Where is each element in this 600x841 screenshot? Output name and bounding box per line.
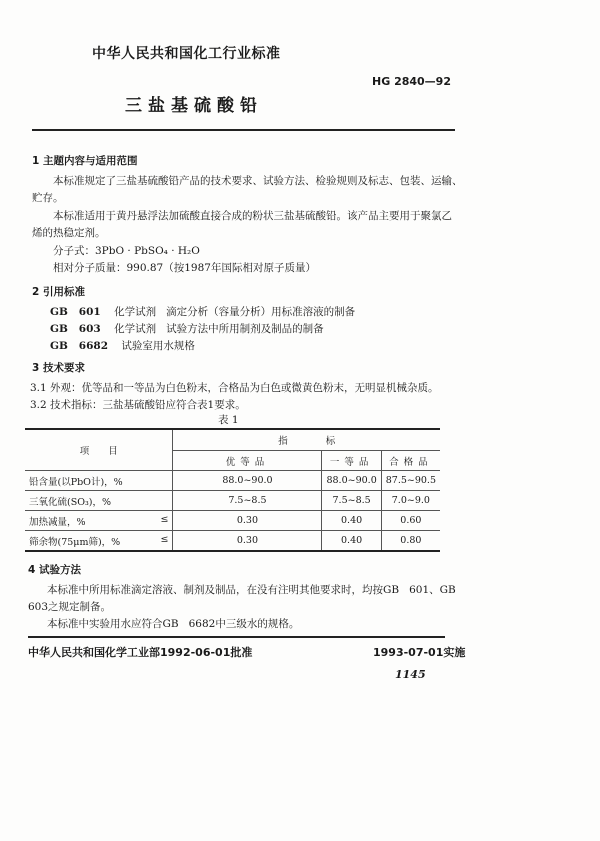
approval-line: 中华人民共和国化学工业部1992-06-01批准	[28, 646, 253, 659]
cell-value: 7.0~9.0	[381, 491, 440, 511]
table-row	[25, 511, 440, 531]
cell-value: 0.30	[173, 511, 322, 531]
table-caption: 表 1	[218, 414, 239, 426]
specification-table	[25, 428, 440, 552]
effective-date: 1993-07-01实施	[373, 646, 466, 659]
table-header-row	[25, 429, 440, 451]
table-row	[25, 471, 440, 491]
standard-number: HG 2840—92	[372, 75, 451, 88]
row-item-label: 加热减量，%	[29, 516, 86, 528]
cell-value: 7.5~8.5	[173, 491, 322, 511]
row-item	[25, 531, 173, 552]
table-row	[25, 491, 440, 511]
cell-value: 0.40	[322, 511, 381, 531]
document-title: 三盐基硫酸铅	[125, 96, 263, 116]
section-1-para2-line1: 本标准适用于黄丹悬浮法加硫酸直接合成的粉状三盐基硫酸铅。该产品主要用于聚氯乙	[53, 210, 452, 222]
row-item-label: 三氧化硫(SO₃)，%	[29, 496, 112, 508]
section-3-heading: 3 技术要求	[32, 362, 85, 374]
header-item: 项 目	[25, 429, 173, 471]
section-4-para2: 本标准中实验用水应符合GB 6682中三级水的规格。	[47, 618, 300, 630]
section-2-heading: 2 引用标准	[32, 286, 85, 298]
footer-rule	[28, 636, 445, 638]
section-4-para1-line2: 603之规定制备。	[28, 601, 112, 613]
molecular-formula: 分子式：3PbO · PbSO₄ · H₂O	[53, 245, 200, 257]
cell-value: 87.5~90.5	[381, 471, 440, 491]
reference-code: GB 6682	[50, 340, 109, 352]
molar-mass: 相对分子质量：990.87（按1987年国际相对原子质量）	[53, 262, 316, 274]
row-item	[25, 471, 173, 491]
row-comparator: ≤	[160, 533, 169, 545]
reference-code: GB 603	[50, 323, 101, 335]
header-grade-premium: 优等品	[173, 451, 322, 471]
header-rule	[32, 129, 455, 131]
section-4-para1-line1: 本标准中所用标准滴定溶液、制剂及制品，在没有注明其他要求时，均按GB 601、GB	[47, 584, 456, 596]
header-indicator-group: 指 标	[173, 429, 440, 451]
issuer-heading: 中华人民共和国化工行业标准	[92, 46, 281, 62]
row-comparator: ≤	[160, 513, 169, 525]
page-number: 1145	[395, 668, 426, 681]
cell-value: 88.0~90.0	[173, 471, 322, 491]
header-grade-qualified: 合格品	[381, 451, 440, 471]
requirement-3-1: 3.1 外观：优等品和一等品为白色粉末，合格品为白色或微黄色粉末，无明显机械杂质。	[30, 382, 439, 394]
section-1-heading: 1 主题内容与适用范围	[32, 155, 138, 167]
cell-value: 0.80	[381, 531, 440, 552]
row-item	[25, 491, 173, 511]
reference-item	[50, 338, 195, 353]
section-4-heading: 4 试验方法	[28, 564, 81, 576]
section-1-para1-line1: 本标准规定了三盐基硫酸铅产品的技术要求、试验方法、检验规则及标志、包装、运输、	[53, 175, 463, 187]
reference-item	[50, 321, 324, 336]
requirement-3-2: 3.2 技术指标：三盐基硫酸铅应符合表1要求。	[30, 399, 246, 411]
reference-title: 化学试剂 滴定分析（容量分析）用标准溶液的制备	[114, 306, 356, 318]
section-1-para2-line2: 烯的热稳定剂。	[32, 227, 106, 239]
cell-value: 0.40	[322, 531, 381, 552]
reference-title: 化学试剂 试验方法中所用制剂及制品的制备	[114, 323, 324, 335]
table-row	[25, 531, 440, 552]
cell-value: 0.30	[173, 531, 322, 552]
cell-value: 0.60	[381, 511, 440, 531]
reference-item	[50, 304, 355, 319]
row-item-label: 铅含量(以PbO计)，%	[29, 476, 123, 488]
cell-value: 7.5~8.5	[322, 491, 381, 511]
reference-code: GB 601	[50, 306, 101, 318]
cell-value: 88.0~90.0	[322, 471, 381, 491]
row-item	[25, 511, 173, 531]
reference-title: 试验室用水规格	[121, 340, 195, 352]
header-grade-first: 一等品	[322, 451, 381, 471]
section-1-para1-line2: 贮存。	[32, 192, 64, 204]
row-item-label: 筛余物(75μm筛)，%	[29, 536, 121, 548]
